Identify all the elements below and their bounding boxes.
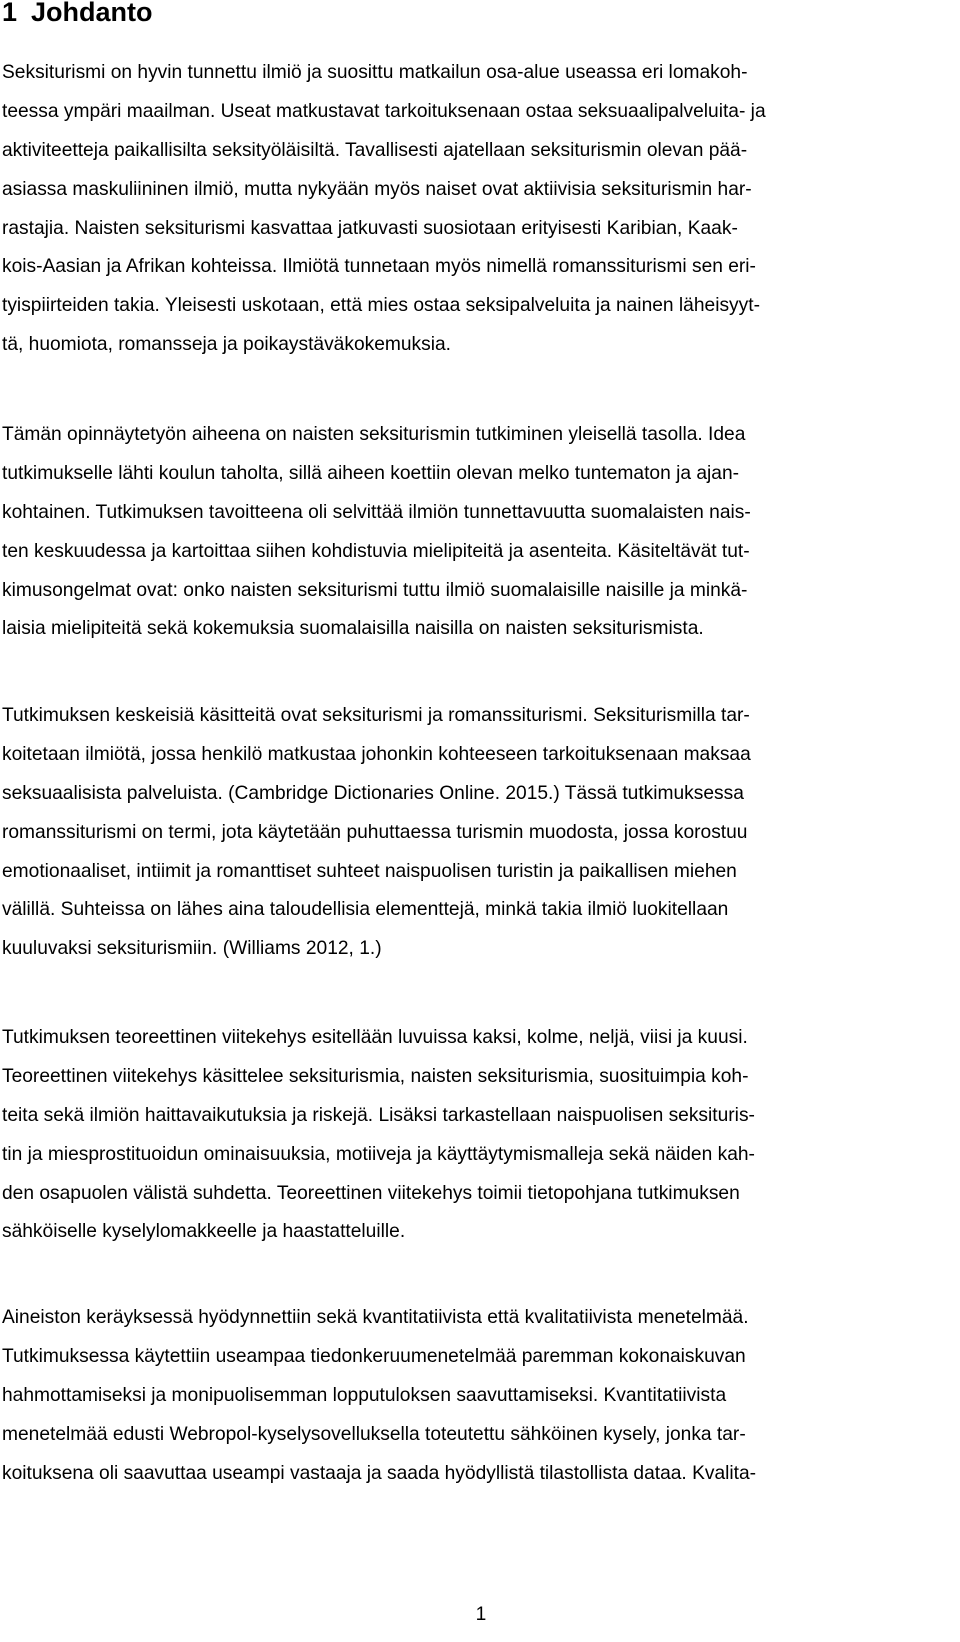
chapter-title: Johdanto [31,0,153,27]
text-line: kohtainen. Tutkimuksen tavoitteena oli selvittää ilmiön tunnettavuutta suomalaisten nais- [2,501,751,523]
text-line: teita sekä ilmiön haittavaikutuksia ja riskejä. Lisäksi tarkastellaan naispuolisen seksituris- [2,1104,755,1126]
paragraph-introduction [2,54,766,365]
chapter-number: 1 [2,0,18,27]
text-line: tyispiirteiden takia. Yleisesti uskotaan, että mies ostaa seksipalveluita ja nainen läheisyyt- [2,295,760,317]
text-line: tä, huomiota, romansseja ja poikaystäväkokemuksia. [2,334,451,356]
text-line: Teoreettinen viitekehys käsittelee seksiturismia, naisten seksiturismia, suosituimpia koh- [2,1065,749,1087]
text-line: välillä. Suhteissa on lähes aina taloudellisia elementtejä, minkä takia ilmiö luokitellaan [2,899,729,921]
text-line: koituksena oli saavuttaa useampi vastaaja ja saada hyödyllistä tilastollista dataa. Kvalita- [2,1462,757,1484]
text-line: kois-Aasian ja Afrikan kohteissa. Ilmiötä tunnetaan myös nimellä romanssiturismi sen eri- [2,256,756,278]
text-line: tutkimukselle lähti koulun taholta, sillä aiheen koettiin olevan melko tuntematon ja ajan- [2,462,740,484]
text-line: Tutkimuksen keskeisiä käsitteitä ovat seksiturismi ja romanssiturismi. Seksiturismilla tar- [2,705,750,726]
paragraph-theoretical-framework [2,1019,755,1252]
text-line: ten keskuudessa ja kartoittaa siihen kohdistuvia mielipiteitä ja asenteita. Käsiteltävät tut- [2,540,750,562]
text-line: seksuaalisista palveluista. (Cambridge Dictionaries Online. 2015.) Tässä tutkimuksessa [2,782,744,804]
text-line: den osapuolen välistä suhdetta. Teoreettinen viitekehys toimii tietopohjana tutkimuksen [2,1182,740,1204]
text-line: asiassa maskuliininen ilmiö, mutta nykyään myös naiset ovat aktiivisia seksiturismin har- [2,178,752,200]
text-line: menetelmää edusti Webropol-kyselysovelluksella toteutettu sähköinen kysely, jonka tar- [2,1423,746,1445]
text-line: kuuluvaksi seksiturismiin. (Williams 2012, 1.) [2,938,382,960]
text-line: Tämän opinnäytetyön aiheena on naisten seksiturismin tutkiminen yleisellä tasolla. Idea [2,424,746,445]
text-line: Tutkimuksen teoreettinen viitekehys esitellään luvuissa kaksi, kolme, neljä, viisi ja kuusi. [2,1027,748,1048]
page-number: 1 [475,1604,487,1625]
paragraph-topic [2,416,751,649]
paragraph-key-concepts [2,697,751,969]
text-line: sähköiselle kyselylomakkeelle ja haastatteluille. [2,1221,406,1243]
paragraph-data-collection [2,1299,756,1493]
text-line: rastajia. Naisten seksiturismi kasvattaa jatkuvasti suosiotaan erityisesti Karibian, Kaak- [2,217,738,239]
text-line: laisia mielipiteitä sekä kokemuksia suomalaisilla naisilla on naisten seksiturismista. [2,618,704,640]
text-line: Aineiston keräyksessä hyödynnettiin sekä kvantitatiivista että kvalitatiivista menetelmää. [2,1307,749,1328]
text-line: Tutkimuksessa käytettiin useampaa tiedonkeruumenetelmää paremman kokonaiskuvan [2,1345,746,1367]
text-line: romanssiturismi on termi, jota käytetään puhuttaessa turismin muodosta, jossa korostuu [2,821,748,843]
text-line: aktiviteetteja paikallisilta seksityöläisiltä. Tavallisesti ajatellaan seksiturismin olevan pää- [2,139,748,161]
text-line: teessa ympäri maailman. Useat matkustavat tarkoituksenaan ostaa seksuaalipalveluita- ja [2,100,766,122]
text-line: Seksiturismi on hyvin tunnettu ilmiö ja suosittu matkailun osa-alue useassa eri lomakoh- [2,62,748,83]
text-line: tin ja miesprostituoidun ominaisuuksia, motiiveja ja käyttäytymismalleja sekä näiden kah- [2,1143,755,1165]
text-line: hahmottamiseksi ja monipuolisemman lopputuloksen saavuttamiseksi. Kvantitatiivista [2,1384,727,1406]
text-line: kimusongelmat ovat: onko naisten seksiturismi tuttu ilmiö suomalaisille naisille ja minkä- [2,579,748,601]
text-line: emotionaaliset, intiimit ja romanttiset suhteet naispuolisen turistin ja paikallisen miehen [2,860,737,882]
chapter-heading [2,0,153,30]
text-line: koitetaan ilmiötä, jossa henkilö matkustaa johonkin kohteeseen tarkoituksenaan maksaa [2,743,751,765]
